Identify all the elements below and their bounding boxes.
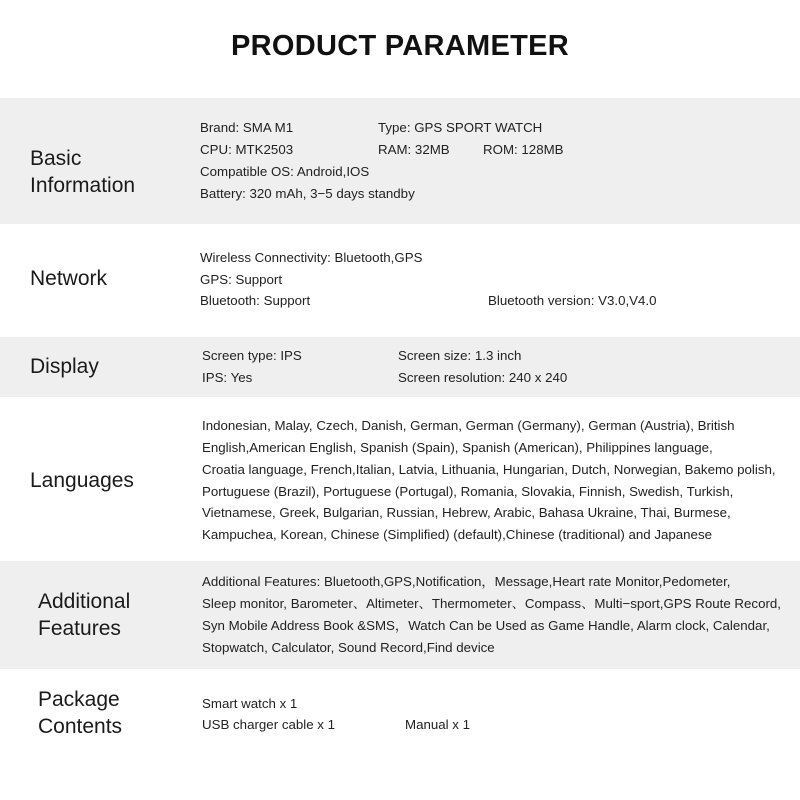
section-label-line: Basic — [30, 147, 82, 170]
section-label — [38, 686, 122, 740]
rom-value: ROM: 128MB — [483, 142, 564, 157]
features-line: Syn Mobile Address Book &SMS，Watch Can be Used as Game Handle, Alarm clock, Calendar, — [202, 618, 770, 633]
languages-line: Croatia language, French,Italian, Latvia, Lithuania, Hungarian, Dutch, Norwegian, Bakemo polish, — [202, 462, 776, 477]
section-additional-features — [0, 561, 800, 669]
page-title: PRODUCT PARAMETER — [230, 30, 570, 62]
features-line: Sleep monitor, Barometer、Altimeter、Thermometer、Compass、Multi−sport,GPS Route Record, — [202, 596, 781, 611]
os-value: Compatible OS: Android,IOS — [200, 164, 370, 179]
section-languages — [0, 397, 800, 561]
section-label: Languages — [30, 469, 134, 492]
languages-line: Vietnamese, Greek, Bulgarian, Russian, Hebrew, Arabic, Bahasa Ukraine, Thai, Burmese, — [202, 505, 731, 520]
package-watch: Smart watch x 1 — [202, 696, 298, 711]
section-label-line: Package — [38, 688, 120, 711]
section-label-line: Additional — [38, 590, 131, 613]
resolution-value: Screen resolution: 240 x 240 — [398, 370, 568, 385]
languages-line: Indonesian, Malay, Czech, Danish, German, German (Germany), German (Austria), British — [202, 418, 735, 433]
languages-line: Kampuchea, Korean, Chinese (Simplified) (default),Chinese (traditional) and Japanese — [202, 527, 712, 542]
section-label — [30, 145, 135, 199]
gps-value: GPS: Support — [200, 272, 283, 287]
package-manual: Manual x 1 — [405, 717, 471, 732]
section-label: Network — [30, 267, 108, 290]
package-cable: USB charger cable x 1 — [202, 717, 336, 732]
languages-line: Portuguese (Brazil), Portuguese (Portugal), Romania, Slovakia, Finnish, Swedish, Turkish, — [202, 484, 734, 499]
ips-value: IPS: Yes — [202, 370, 253, 385]
section-label: Display — [30, 355, 99, 378]
section-network — [0, 224, 800, 337]
section-label — [38, 588, 130, 642]
wireless-value: Wireless Connectivity: Bluetooth,GPS — [200, 250, 423, 265]
features-line: Stopwatch, Calculator, Sound Record,Find device — [202, 640, 495, 655]
section-display — [0, 337, 800, 397]
section-label-line: Information — [30, 174, 136, 197]
screen-size-value: Screen size: 1.3 inch — [398, 348, 522, 363]
section-package-contents — [0, 669, 800, 800]
bluetooth-version-value: Bluetooth version: V3.0,V4.0 — [488, 293, 657, 308]
features-line: Additional Features: Bluetooth,GPS,Notification，Message,Heart rate Monitor,Pedometer, — [202, 574, 731, 589]
bluetooth-value: Bluetooth: Support — [200, 293, 311, 308]
brand-value: Brand: SMA M1 — [200, 120, 294, 135]
type-value: Type: GPS SPORT WATCH — [378, 120, 543, 135]
ram-value: RAM: 32MB — [378, 142, 450, 157]
languages-line: English,American English, Spanish (Spain), Spanish (American), Philippines language, — [202, 440, 713, 455]
screen-type-value: Screen type: IPS — [202, 348, 302, 363]
section-label-line: Contents — [38, 715, 123, 738]
section-label-line: Features — [38, 617, 121, 640]
battery-value: Battery: 320 mAh, 3−5 days standby — [200, 186, 415, 201]
cpu-value: CPU: MTK2503 — [200, 142, 294, 157]
section-basic-information — [0, 98, 800, 224]
